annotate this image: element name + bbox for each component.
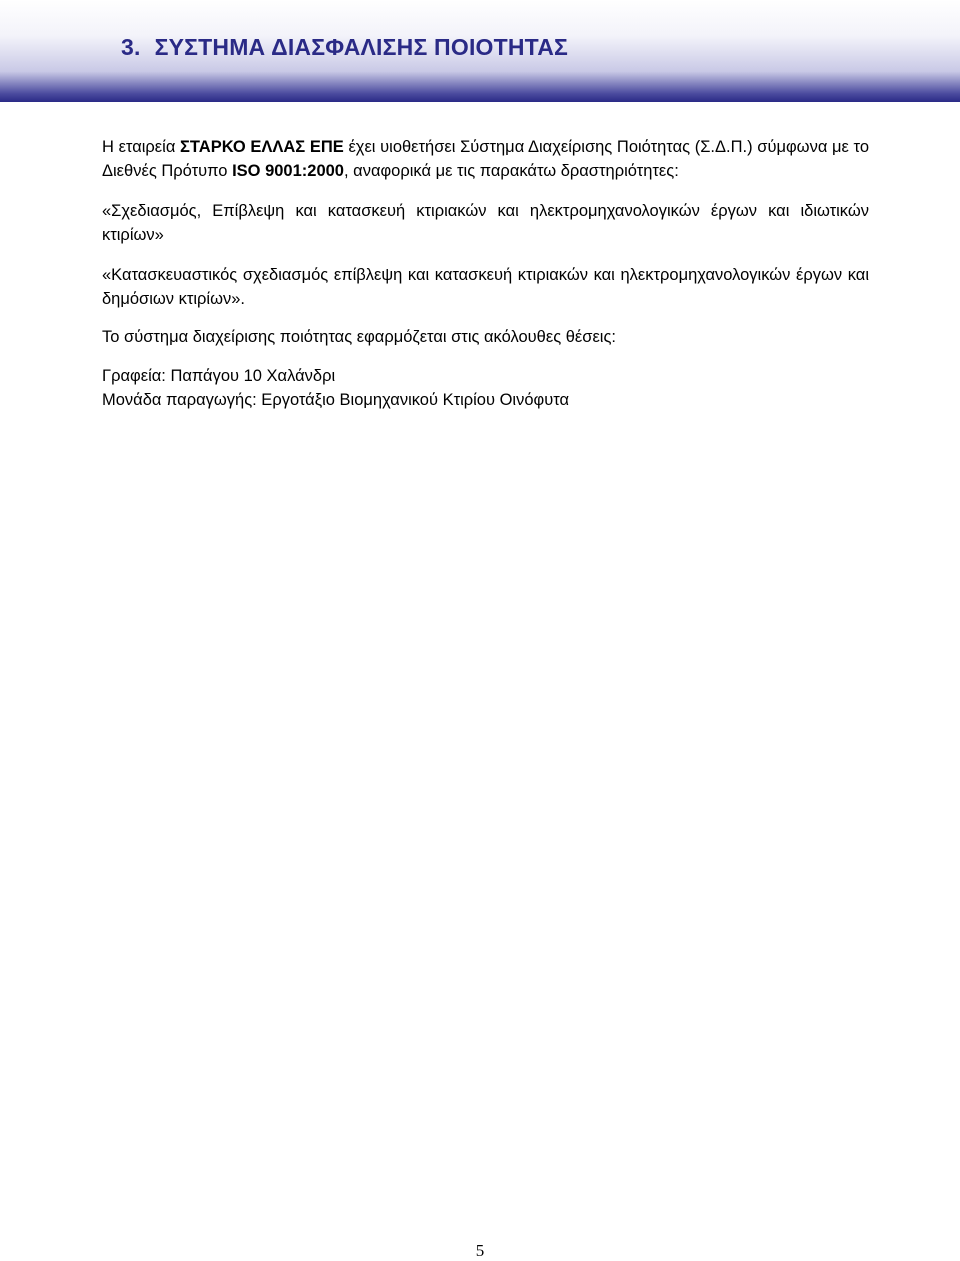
- scope-activity-1: «Σχεδιασμός, Επίβλεψη και κατασκευή κτιριακών και ηλεκτρομηχανολογικών έργων και ιδιωτικών κτιρίων»: [102, 202, 869, 244]
- section-title-text: ΣΥΣΤΗΜΑ ΔΙΑΣΦΑΛΙΣΗΣ ΠΟΙΟΤΗΤΑΣ: [154, 34, 569, 60]
- intro-text-3: , αναφορικά με τις παρακάτω δραστηριότητες:: [343, 162, 679, 180]
- intro-paragraph: [102, 135, 869, 183]
- company-name: ΣΤΑΡΚΟ ΕΛΛΑΣ ΕΠΕ: [180, 138, 344, 156]
- intro-text-1: Η εταιρεία: [102, 138, 181, 156]
- section-title: [121, 34, 568, 61]
- page-number: 5: [475, 1241, 485, 1260]
- document-body: [102, 135, 869, 412]
- intro-text-2: έχει υιοθετήσει Σύστημα Διαχείρισης Ποιότητας (Σ.Δ.Π.) σύμφωνα με το Διεθνές Πρότυπο: [102, 138, 869, 180]
- scope-activity-2: «Κατασκευαστικός σχεδιασμός επίβλεψη και κατασκευή κτιριακών και ηλεκτρομηχανολογικών έργων και δημόσιων κτιρίων».: [102, 266, 869, 308]
- applies-statement: Το σύστημα διαχείρισης ποιότητας εφαρμόζεται στις ακόλουθες θέσεις:: [102, 328, 617, 346]
- section-number: 3.: [121, 34, 141, 60]
- iso-standard: ISO 9001:2000: [232, 162, 344, 180]
- locations-list: [102, 364, 869, 412]
- location-offices: Γραφεία: Παπάγου 10 Χαλάνδρι: [102, 367, 336, 385]
- location-production: Μονάδα παραγωγής: Εργοτάξιο Βιομηχανικού Κτιρίου Οινόφυτα: [102, 391, 570, 409]
